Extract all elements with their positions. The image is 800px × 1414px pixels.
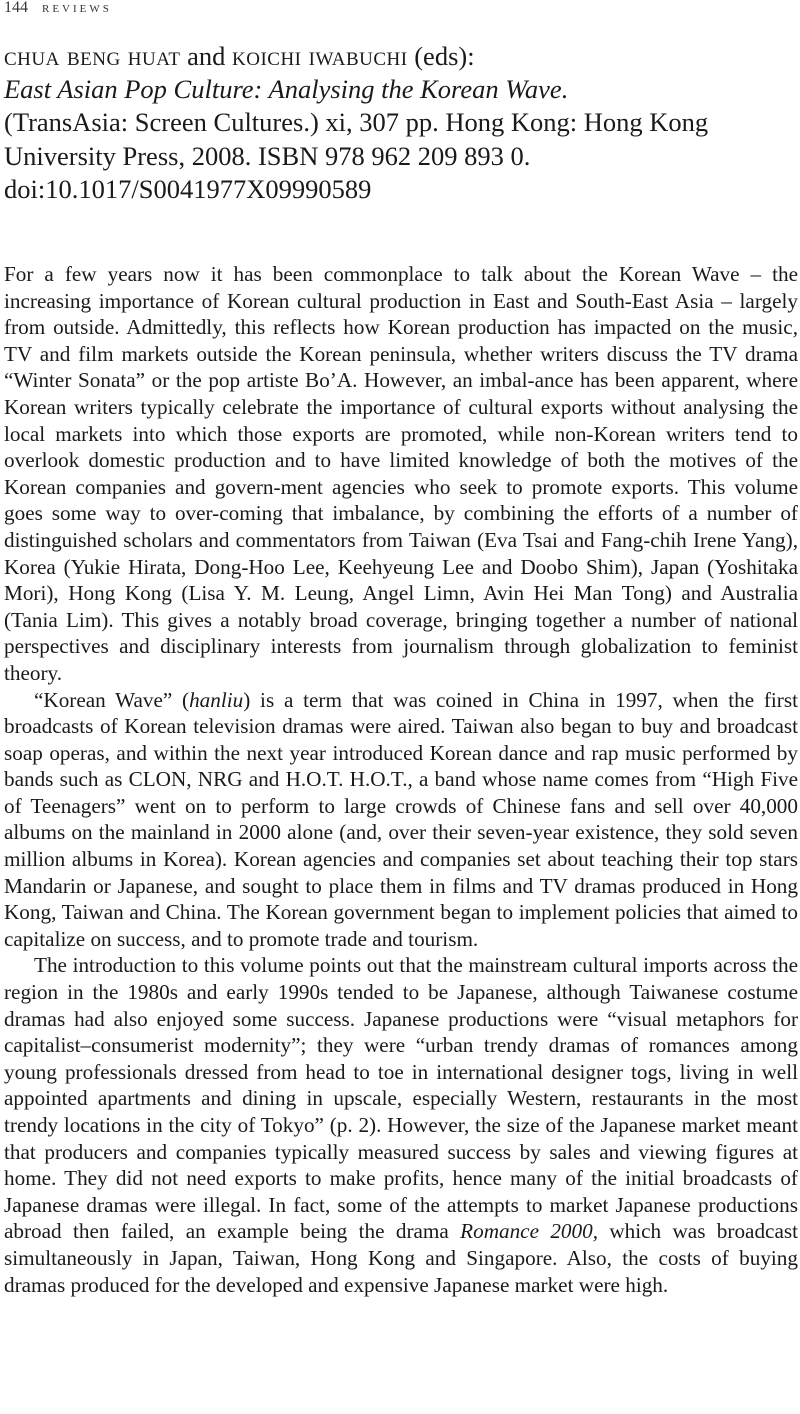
term-hanliu: hanliu [189, 687, 244, 712]
editor-name: chua beng huat [4, 41, 181, 71]
and-word: and [187, 41, 226, 71]
paragraph-text: , which was broadcast simultaneously in Japan, Taiwan, Hong Kong and Singapore. Also, the costs of buying dramas produced for the developed and expensive Japanese market were high. [4, 1219, 798, 1297]
review-citation [4, 40, 796, 206]
paragraph-3 [4, 952, 798, 1298]
eds-label: (eds): [414, 41, 475, 71]
doi: doi:10.1017/S0041977X09990589 [4, 173, 372, 204]
paragraph-text: The introduction to this volume points out that the mainstream cultural imports across the region in the 1980s and early 1990s tended to be Japanese, although Taiwanese costume dramas had also enjoyed some success. Japanese productions were “visual metaphors for capitalist–consumerist modernity”; they were “urban trendy dramas of romances among young professionals dressed from head to toe in international designer togs, living in well appointed apartments and dining in upscale, especially Western, restaurants in the most trendy locations in the city of Tokyo” (p. 2). However, the size of the Japanese market meant that producers and companies typically measured success by sales and viewing figures at home. They did not need exports to make profits, hence many of the initial broadcasts of Japanese dramas were illegal. In fact, some of the attempts to market Japanese productions abroad then failed, an example being the drama [4, 953, 798, 1244]
paragraph-2 [4, 687, 798, 953]
drama-title: Romance 2000 [460, 1219, 593, 1244]
paragraph-text: “Korean Wave” ( [34, 687, 190, 712]
book-title: East Asian Pop Culture: Analysing the Korean Wave. [4, 74, 569, 105]
series-info: (TransAsia: Screen Cultures.) xi, 307 pp. Hong Kong: Hong Kong [4, 107, 709, 138]
paragraph-1: For a few years now it has been commonplace to talk about the Korean Wave – the increasing importance of Korean cultural production in East and South-East Asia – largely from outside. Admittedly, this reflects how Korean production has impacted on the music, TV and film markets outside the Korean peninsula, whether writers discuss the TV drama “Winter Sonata” or the pop artiste Bo’A. However, an imbal-ance has been apparent, where Korean writers typically celebrate the importance of cultural exports without analysing the local markets into which those exports are promoted, while non-Korean writers tend to overlook domestic production and to have limited knowledge of both the motives of the Korean companies and govern-ment agencies who seek to promote exports. This volume goes some way to over-coming that imbalance, by combining the efforts of a number of distinguished scholars and commentators from Taiwan (Eva Tsai and Fang-chih Irene Yang), Korea (Yukie Hirata, Dong-Hoo Lee, Keehyeung Lee and Doobo Shim), Japan (Yoshitaka Mori), Hong Kong (Lisa Y. M. Leung, Angel Limn, Avin Hei Man Tong) and Australia (Tania Lim). This gives a notably broad coverage, bringing together a number of national perspectives and disciplinary interests from journalism through globalization to feminist theory. [4, 262, 798, 685]
publisher-info: University Press, 2008. ISBN 978 962 209 893 0. [4, 140, 531, 171]
editor-name: koichi iwabuchi [232, 41, 408, 71]
running-head [4, 0, 112, 18]
page-number: 144 [4, 0, 28, 16]
section-label: reviews [42, 0, 112, 16]
editors-line [4, 40, 796, 73]
review-body [4, 261, 798, 1298]
paragraph-text: ) is a term that was coined in China in 1997, when the first broadcasts of Korean television dramas were aired. Taiwan also began to buy and broadcast soap operas, and within the next year introduced Korean dance and rap music performed by bands such as CLON, NRG and H.O.T. H.O.T., a band whose name comes from “High Five of Teenagers” went on to perform to large crowds of Chinese fans and sell over 40,000 albums on the mainland in 2000 alone (and, over their seven-year existence, they sold seven million albums in Korea). Korean agencies and companies set about teaching their top stars Mandarin or Japanese, and sought to place them in films and TV dramas produced in Hong Kong, Taiwan and China. The Korean government began to implement policies that aimed to capitalize on success, and to promote trade and tourism. [4, 687, 798, 951]
